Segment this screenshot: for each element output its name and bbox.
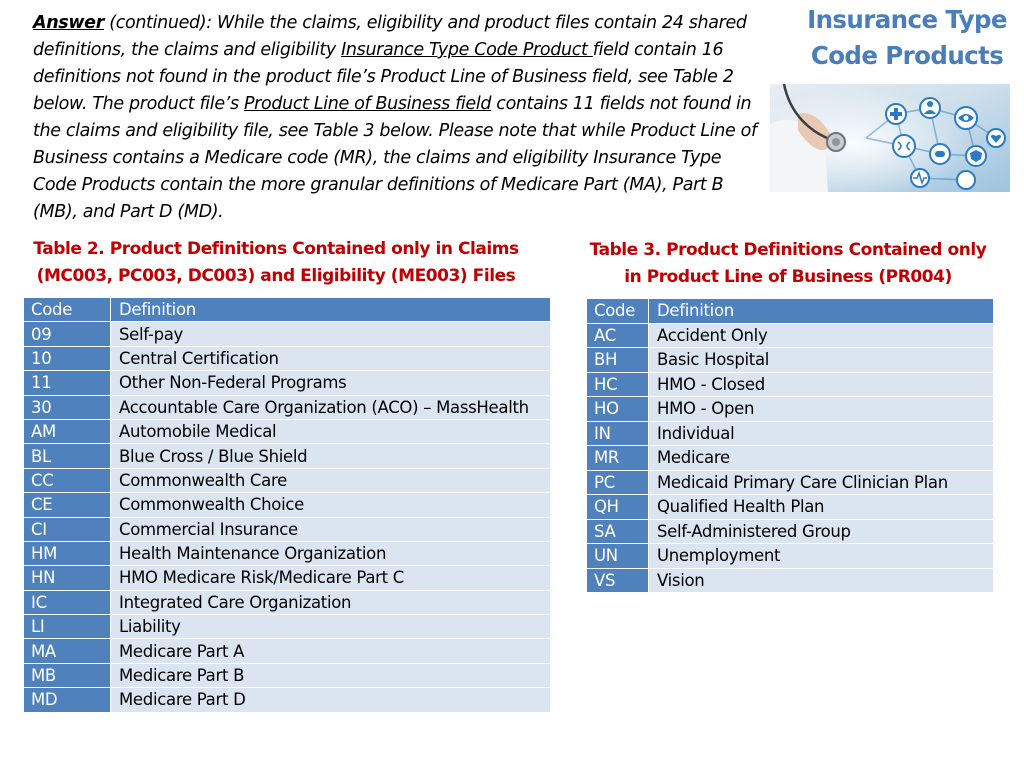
table-row bbox=[587, 568, 994, 593]
definition-cell: Unemployment bbox=[649, 544, 994, 569]
table-3-caption bbox=[578, 237, 998, 291]
code-cell: PC bbox=[587, 470, 649, 495]
definition-cell: HMO Medicare Risk/Medicare Part C bbox=[111, 566, 551, 590]
definition-cell: Vision bbox=[649, 568, 994, 593]
table-2-claims-eligibility-codes bbox=[23, 297, 551, 713]
code-cell: LI bbox=[24, 615, 111, 639]
definition-cell: Blue Cross / Blue Shield bbox=[111, 444, 551, 468]
table-row bbox=[587, 372, 994, 397]
table-row bbox=[24, 566, 551, 590]
answer-text-1: (continued): While the claims, eligibility and product files contain 24 shared definitions, the claims and eligibility bbox=[33, 13, 747, 60]
table-3-caption-line-1: Table 3. Product Definitions Contained only bbox=[589, 240, 987, 260]
table-row bbox=[24, 395, 551, 419]
definition-cell: Commonwealth Choice bbox=[111, 493, 551, 517]
code-cell: CI bbox=[24, 517, 111, 541]
definition-column-header: Definition bbox=[111, 298, 551, 322]
definition-cell: Commonwealth Care bbox=[111, 468, 551, 492]
table-2-caption-line-2: (MC003, PC003, DC003) and Eligibility (ME003) Files bbox=[36, 266, 516, 286]
table-row bbox=[24, 493, 551, 517]
table-header-row bbox=[24, 298, 551, 322]
code-cell: HC bbox=[587, 372, 649, 397]
definition-cell: Qualified Health Plan bbox=[649, 495, 994, 520]
definition-cell: HMO - Open bbox=[649, 397, 994, 422]
code-cell: MA bbox=[24, 639, 111, 663]
product-line-of-business-reference: Product Line of Business field bbox=[243, 94, 492, 114]
answer-text-3: contains 11 fields not found in the claims and eligibility file, see Table 3 below. Please note that while Product Line of Business contains a Medicare code (MR), the claims and eligibility Insurance Type Code Products contain the more granular definitions of Medicare Part (MA), Part B (MB), and Part D (MD). bbox=[33, 94, 757, 222]
table-row bbox=[24, 444, 551, 468]
code-cell: MR bbox=[587, 446, 649, 471]
code-cell: CE bbox=[24, 493, 111, 517]
table-row bbox=[24, 371, 551, 395]
dna-icon bbox=[893, 135, 915, 157]
medical-stethoscope-photo bbox=[770, 84, 1010, 192]
definition-cell: Medicare Part B bbox=[111, 663, 551, 687]
table-2-caption bbox=[14, 236, 538, 290]
table-row bbox=[24, 615, 551, 639]
code-column-header: Code bbox=[587, 299, 649, 324]
definition-cell: Accident Only bbox=[649, 323, 994, 348]
code-cell: 10 bbox=[24, 346, 111, 370]
page-title-line-1: Insurance Type bbox=[807, 5, 1007, 34]
table-row bbox=[587, 495, 994, 520]
table-row bbox=[24, 346, 551, 370]
answer-text-2: field contain 16 definitions not found in the product file’s Product Line of Business field, see Table 2 below. The product file’s bbox=[33, 40, 734, 114]
definition-cell: Medicaid Primary Care Clinician Plan bbox=[649, 470, 994, 495]
insurance-type-code-product-reference: Insurance Type Code Product bbox=[341, 40, 593, 60]
table-row bbox=[587, 446, 994, 471]
definition-cell: Medicare bbox=[649, 446, 994, 471]
table-row bbox=[24, 639, 551, 663]
answer-paragraph bbox=[33, 10, 765, 226]
code-cell: HN bbox=[24, 566, 111, 590]
definition-cell: Self-Administered Group bbox=[649, 519, 994, 544]
definition-cell: HMO - Closed bbox=[649, 372, 994, 397]
code-cell: 11 bbox=[24, 371, 111, 395]
table-3-caption-line-2: in Product Line of Business (PR004) bbox=[624, 267, 952, 287]
table-row bbox=[587, 348, 994, 373]
table-3-product-line-codes bbox=[586, 298, 994, 593]
table-row bbox=[587, 421, 994, 446]
definition-cell: Liability bbox=[111, 615, 551, 639]
code-cell: MB bbox=[24, 663, 111, 687]
definition-cell: Other Non-Federal Programs bbox=[111, 371, 551, 395]
code-cell: AC bbox=[587, 323, 649, 348]
table-row bbox=[24, 541, 551, 565]
table-row bbox=[24, 663, 551, 687]
code-column-header: Code bbox=[24, 298, 111, 322]
code-cell: BH bbox=[587, 348, 649, 373]
code-cell: QH bbox=[587, 495, 649, 520]
code-cell: MD bbox=[24, 688, 111, 712]
code-cell: CC bbox=[24, 468, 111, 492]
page-title bbox=[792, 2, 1022, 74]
definition-cell: Automobile Medical bbox=[111, 419, 551, 443]
table-row bbox=[587, 544, 994, 569]
code-cell: IC bbox=[24, 590, 111, 614]
definition-cell: Individual bbox=[649, 421, 994, 446]
table-row bbox=[24, 590, 551, 614]
table-row bbox=[24, 419, 551, 443]
code-cell: BL bbox=[24, 444, 111, 468]
code-cell: 30 bbox=[24, 395, 111, 419]
code-cell: HM bbox=[24, 541, 111, 565]
table-2-caption-line-1: Table 2. Product Definitions Contained only in Claims bbox=[33, 239, 519, 259]
code-cell: AM bbox=[24, 419, 111, 443]
definition-cell: Health Maintenance Organization bbox=[111, 541, 551, 565]
definition-cell: Accountable Care Organization (ACO) – MassHealth bbox=[111, 395, 551, 419]
definition-column-header: Definition bbox=[649, 299, 994, 324]
tooth-icon bbox=[957, 171, 975, 189]
code-cell: HO bbox=[587, 397, 649, 422]
definition-cell: Integrated Care Organization bbox=[111, 590, 551, 614]
answer-lead: Answer bbox=[33, 13, 104, 33]
definition-cell: Commercial Insurance bbox=[111, 517, 551, 541]
code-cell: VS bbox=[587, 568, 649, 593]
definition-cell: Medicare Part D bbox=[111, 688, 551, 712]
table-row bbox=[587, 323, 994, 348]
definition-cell: Medicare Part A bbox=[111, 639, 551, 663]
code-cell: SA bbox=[587, 519, 649, 544]
code-cell: UN bbox=[587, 544, 649, 569]
table-row bbox=[587, 397, 994, 422]
definition-cell: Basic Hospital bbox=[649, 348, 994, 373]
table-row bbox=[587, 519, 994, 544]
table-row bbox=[24, 468, 551, 492]
page-title-line-2: Code Products bbox=[810, 41, 1004, 70]
definition-cell: Central Certification bbox=[111, 346, 551, 370]
code-cell: IN bbox=[587, 421, 649, 446]
table-row bbox=[24, 517, 551, 541]
table-row bbox=[24, 688, 551, 712]
code-cell: 09 bbox=[24, 322, 111, 346]
table-header-row bbox=[587, 299, 994, 324]
table-row bbox=[587, 470, 994, 495]
table-row bbox=[24, 322, 551, 346]
definition-cell: Self-pay bbox=[111, 322, 551, 346]
